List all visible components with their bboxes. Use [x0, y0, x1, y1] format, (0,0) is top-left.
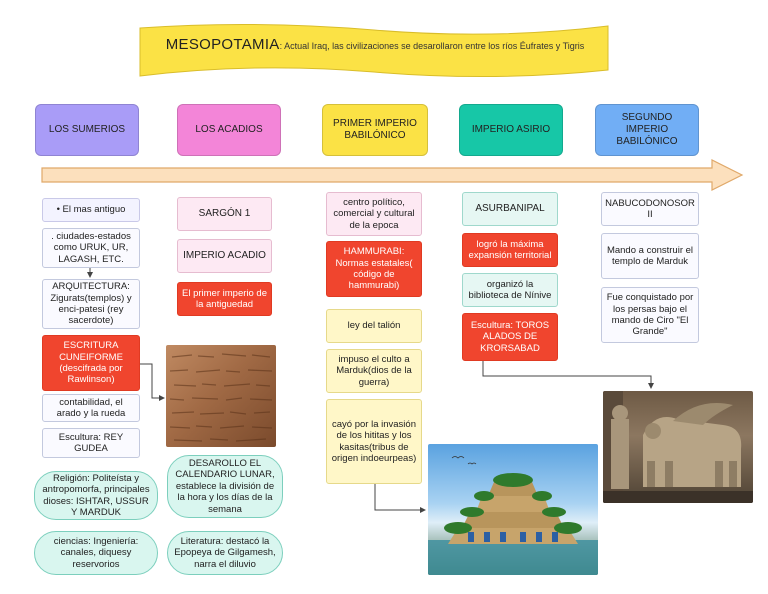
asirio-biblioteca-text: organizó la biblioteca de Nínive [468, 278, 552, 301]
header-acadios-label: LOS ACADIOS [195, 124, 263, 135]
acadios-sargon-text: SARGÓN 1 [198, 208, 251, 219]
babilonico1-culto [326, 349, 422, 393]
babilonico1-talion-text: ley del talión [347, 320, 401, 332]
asirio-biblioteca [462, 273, 558, 307]
sumerios-ciudades-text: . ciudades-estados como URUK, UR, LAGASH, ETC. [51, 230, 131, 265]
sumerios-religion-text: Religión: Politeísta y antropomorfa, principales dioses: ISHTAR, USSUR Y MARDUK [42, 472, 150, 518]
acadios-primer-imperio [177, 282, 272, 316]
babilonico1-centro-text: centro político, comercial y cultural de la epoca [333, 196, 415, 231]
acadios-calendario [167, 455, 283, 518]
acadios-imperio [177, 239, 272, 273]
babilonico2-conquistado [601, 287, 699, 343]
acadios-imperio-text: IMPERIO ACADIO [183, 250, 266, 261]
asirio-expansion [462, 233, 558, 267]
babilonico1-hammurabi [326, 241, 422, 297]
sumerios-arquitectura-text: ARQUITECTURA: Zigurats(templos) y enci-patesi (rey sacerdote) [50, 281, 132, 327]
sumerios-contabilidad [42, 394, 140, 422]
title-subtitle: : Actual Iraq, las civilizaciones se desarollaron entre los ríos Éufrates y Tigris [279, 41, 585, 51]
sumerios-ciudades [42, 228, 140, 268]
sumerios-contabilidad-text: contabilidad, el arado y la rueda [56, 396, 126, 419]
header-primer-imperio-label: PRIMER IMPERIO BABILÓNICO [333, 118, 417, 141]
sumerios-ciencias-text: ciencias: Ingeniería: canales, diquesy reservorios [53, 535, 139, 570]
sumerios-arquitectura [42, 279, 140, 329]
acadios-primer-text: El primer imperio de la antiguedad [182, 287, 267, 310]
sumerios-religion [34, 471, 158, 520]
babilonico1-talion [326, 309, 422, 343]
asirio-escultura-text: Escultura: TOROS ALADOS DE KRORSABAD [470, 319, 550, 354]
acadios-literatura-text: Literatura: destacó la Epopeya de Gilgamesh, narra el diluvio [174, 535, 276, 570]
babilonico1-centro [326, 192, 422, 236]
babilonico1-hammurabi-text: HAMMURABI: Normas estatales( código de hammurabi) [335, 246, 413, 292]
babilonico2-nabuco-text: NABUCODONOSOR II [605, 197, 695, 220]
title-main: MESOPOTAMIA [165, 36, 280, 53]
sumerios-mas-antiguo [42, 198, 140, 222]
header-imperio-asirio-label: IMPERIO ASIRIO [471, 124, 551, 135]
header-segundo-imperio-label: SEGUNDO IMPERIO BABILÓNICO [616, 112, 678, 147]
babilonico2-conquistado-text: Fue conquistado por los persas bajo el mando de Ciro "El Grande" [606, 292, 694, 338]
sumerios-mas-antiguo-text: • El mas antiguo [56, 204, 126, 216]
asirio-asurbanipal-text: ASURBANIPAL [475, 203, 545, 214]
babilonico1-culto-text: impuso el culto a Marduk(dios de la guerra) [336, 353, 412, 388]
sumerios-escritura [42, 335, 140, 391]
asirio-expansion-text: logró la máxima expansión territorial [468, 238, 552, 261]
lamassu-sculpture-image [603, 391, 753, 503]
acadios-calendario-text: DESAROLLO EL CALENDARIO LUNAR, establece la división de la hora y los días de la semana [175, 458, 275, 515]
acadios-literatura [167, 531, 283, 575]
sumerios-escultura-text: Escultura: REY GUDEA [58, 431, 124, 454]
sumerios-ciencias [34, 531, 158, 575]
babilonico2-templo [601, 233, 699, 279]
sumerios-escultura [42, 428, 140, 458]
sumerios-escritura-text: ESCRITURA CUNEIFORME (descifrada por Rawlinson) [59, 340, 123, 386]
babilonico2-nabuco [601, 192, 699, 226]
hanging-gardens-image [428, 444, 598, 575]
acadios-sargon [177, 197, 272, 231]
babilonico1-cayo-text: cayó por la invasión de los hititas y los kasitas(tribus de origen indoeurpeas) [331, 418, 417, 464]
cuneiform-tablet-image [166, 345, 276, 447]
header-sumerios-label: LOS SUMERIOS [48, 124, 126, 135]
babilonico2-templo-text: Mando a construir el templo de Marduk [606, 244, 694, 267]
asirio-asurbanipal [462, 192, 558, 226]
asirio-escultura [462, 313, 558, 361]
babilonico1-cayo [326, 399, 422, 484]
